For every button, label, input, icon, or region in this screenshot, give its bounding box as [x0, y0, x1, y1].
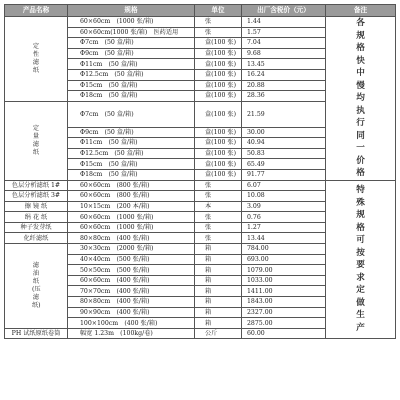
spec-cell: Φ18cm (50 盒/箱) — [68, 169, 195, 180]
unit-cell: 盒(100 张) — [195, 169, 242, 180]
category-cell — [5, 17, 68, 102]
note-cell — [326, 180, 396, 339]
spec-cell: 70×70cm (400 张/箱) — [68, 286, 195, 297]
category-cell: 色层分析滤纸 3# — [5, 191, 68, 202]
price-table — [4, 4, 396, 339]
spec-cell: 80×80cm (400 张/箱) — [68, 233, 195, 244]
price-cell: 1843.00 — [242, 297, 326, 308]
spec-cell: 60×60cm (1000 张/箱) — [68, 17, 195, 28]
header-unit: 单位 — [195, 5, 242, 17]
unit-cell: 张 — [195, 212, 242, 223]
spec-cell: Φ18cm (50 盒/箱) — [68, 91, 195, 102]
spec-cell: Φ11cm (50 盒/箱) — [68, 138, 195, 149]
spec-cell: Φ9cm (50 盒/箱) — [68, 127, 195, 138]
unit-cell: 盒(100 张) — [195, 127, 242, 138]
category-cell: 绢 花 纸 — [5, 212, 68, 223]
spec-cell: 10×15cm (200 本/箱) — [68, 201, 195, 212]
unit-cell: 箱 — [195, 318, 242, 329]
header-product-name: 产品名称 — [5, 5, 68, 17]
spec-cell: Φ12.5cm (50 盒/箱) — [68, 148, 195, 159]
category-cell: 色层分析滤纸 1# — [5, 180, 68, 191]
price-cell: 13.45 — [242, 59, 326, 70]
unit-cell: 箱 — [195, 286, 242, 297]
price-cell: 784.00 — [242, 244, 326, 255]
unit-cell: 张 — [195, 180, 242, 191]
unit-cell: 箱 — [195, 265, 242, 276]
price-cell: 1411.00 — [242, 286, 326, 297]
spec-cell: Φ11cm (50 盒/箱) — [68, 59, 195, 70]
category-label: 定量滤纸 — [32, 124, 40, 156]
unit-cell: 张 — [195, 17, 242, 28]
spec-cell: Φ7cm (50 盒/箱) — [68, 101, 195, 127]
price-cell: 2327.00 — [242, 307, 326, 318]
price-cell: 91.77 — [242, 169, 326, 180]
price-cell: 20.88 — [242, 80, 326, 91]
header-note: 备注 — [326, 5, 396, 17]
price-cell: 1.44 — [242, 17, 326, 28]
unit-cell: 盒(100 张) — [195, 138, 242, 149]
spec-cell: 60×60cm (800 张/箱) — [68, 180, 195, 191]
unit-cell: 箱 — [195, 254, 242, 265]
spec-cell: 90×90cm (400 张/箱) — [68, 307, 195, 318]
spec-cell: 40×40cm (500 张/箱) — [68, 254, 195, 265]
spec-cell: 80×80cm (400 张/箱) — [68, 297, 195, 308]
price-cell: 16.24 — [242, 69, 326, 80]
unit-cell: 盒(100 张) — [195, 159, 242, 170]
price-cell: 1033.00 — [242, 275, 326, 286]
price-cell: 30.00 — [242, 127, 326, 138]
header-price: 出厂含税价（元） — [242, 5, 326, 17]
spec-cell: Φ15cm (50 盒/箱) — [68, 159, 195, 170]
price-cell: 40.94 — [242, 138, 326, 149]
price-cell: 693.00 — [242, 254, 326, 265]
unit-cell: 箱 — [195, 297, 242, 308]
price-cell: 7.04 — [242, 38, 326, 49]
spec-cell: Φ9cm (50 盒/箱) — [68, 48, 195, 59]
unit-cell: 公斤 — [195, 328, 242, 339]
unit-cell: 盒(100 张) — [195, 48, 242, 59]
header-row — [5, 5, 396, 17]
price-cell: 1.27 — [242, 222, 326, 233]
category-cell — [5, 101, 68, 180]
spec-cell: 60×60cm (1000 张/箱) — [68, 212, 195, 223]
price-cell: 3.09 — [242, 201, 326, 212]
unit-cell: 张 — [195, 191, 242, 202]
price-cell: 21.59 — [242, 101, 326, 127]
unit-cell: 盒(100 张) — [195, 101, 242, 127]
category-cell: PH 试纸原纸卷筒 — [5, 328, 68, 339]
unit-cell: 箱 — [195, 307, 242, 318]
unit-cell: 盒(100 张) — [195, 59, 242, 70]
price-cell: 65.49 — [242, 159, 326, 170]
spec-cell: 50×50cm (500 张/箱) — [68, 265, 195, 276]
table-row — [5, 17, 396, 28]
unit-cell: 盒(100 张) — [195, 91, 242, 102]
spec-cell: 100×100cm (400 张/箱) — [68, 318, 195, 329]
unit-cell: 盒(100 张) — [195, 80, 242, 91]
unit-cell: 张 — [195, 222, 242, 233]
category-cell: 化纤滤纸 — [5, 233, 68, 244]
unit-cell: 本 — [195, 201, 242, 212]
price-cell: 2875.00 — [242, 318, 326, 329]
unit-cell: 盒(100 张) — [195, 148, 242, 159]
spec-cell: 60×60cm(1000 张/箱) 医药适用 — [68, 27, 195, 38]
spec-cell: 60×60cm (800 张/箱) — [68, 191, 195, 202]
price-cell: 28.36 — [242, 91, 326, 102]
price-cell: 13.44 — [242, 233, 326, 244]
note-label: 特殊规格可按要求定做生产 — [356, 185, 365, 333]
price-cell: 10.08 — [242, 191, 326, 202]
spec-cell: 60×60cm (400 张/箱) — [68, 275, 195, 286]
category-label: 定性滤纸 — [32, 42, 40, 74]
note-label: 各规格快中慢均执行同一价格 — [356, 18, 365, 178]
unit-cell: 张 — [195, 233, 242, 244]
category-cell: 种子发芽纸 — [5, 222, 68, 233]
category-label: 滤油纸(压滤纸) — [32, 261, 41, 309]
spec-cell: 30×30cm (2000 张/箱) — [68, 244, 195, 255]
unit-cell: 箱 — [195, 275, 242, 286]
unit-cell: 盒(100 张) — [195, 38, 242, 49]
header-spec: 规格 — [68, 5, 195, 17]
note-cell — [326, 17, 396, 181]
price-cell: 50.83 — [242, 148, 326, 159]
spec-cell: Φ15cm (50 盒/箱) — [68, 80, 195, 91]
table-row — [5, 180, 396, 191]
spec-cell: 60×60cm (1000 张/箱) — [68, 222, 195, 233]
category-cell: 擦 镜 纸 — [5, 201, 68, 212]
unit-cell: 盒(100 张) — [195, 69, 242, 80]
spec-cell: Φ12.5cm (50 盒/箱) — [68, 69, 195, 80]
price-cell: 6.07 — [242, 180, 326, 191]
spec-cell: Φ7cm (50 盒/箱) — [68, 38, 195, 49]
price-cell: 0.76 — [242, 212, 326, 223]
price-cell: 60.00 — [242, 328, 326, 339]
unit-cell: 张 — [195, 27, 242, 38]
spec-cell: 幅宽 1.23m (100kg/卷) — [68, 328, 195, 339]
price-cell: 9.68 — [242, 48, 326, 59]
unit-cell: 箱 — [195, 244, 242, 255]
category-cell — [5, 244, 68, 329]
price-cell: 1079.00 — [242, 265, 326, 276]
price-cell: 1.57 — [242, 27, 326, 38]
